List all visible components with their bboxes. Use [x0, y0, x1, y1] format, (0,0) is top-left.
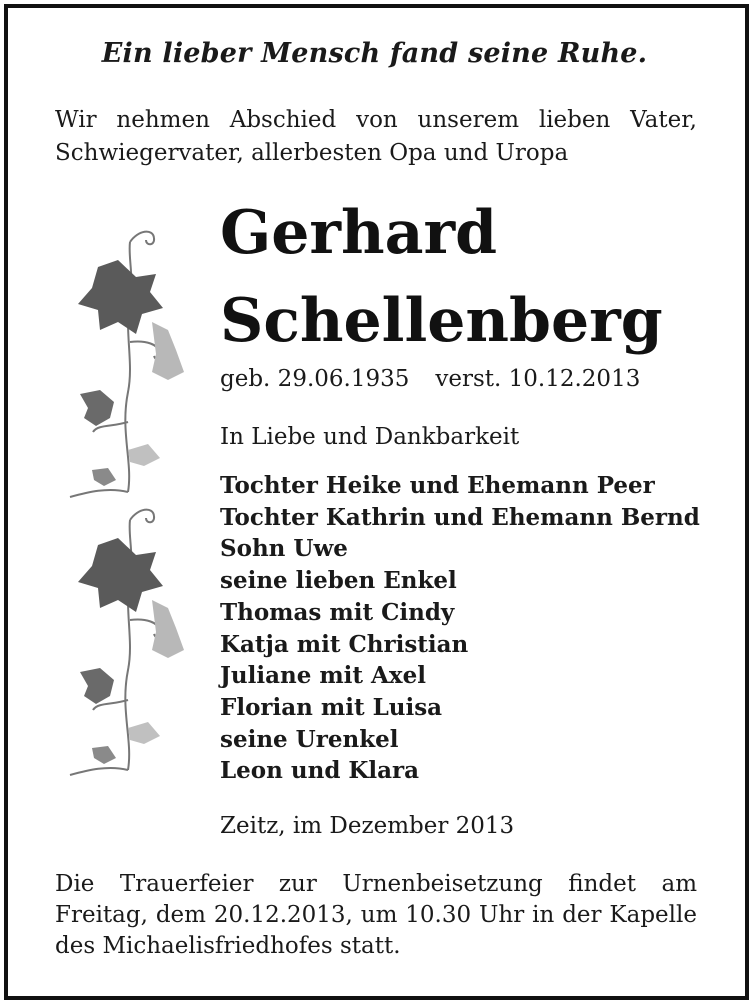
intro-text: Wir nehmen Abschied von unserem lieben Vater, Schwiegervater, allerbesten Opa und Uropa: [55, 107, 697, 166]
mourner: Tochter Kathrin und Ehemann Bernd: [220, 503, 700, 531]
grapevine-illustration: [58, 500, 194, 785]
mourner: Tochter Heike und Ehemann Peer: [220, 472, 655, 499]
grapevine-illustration: [58, 222, 194, 507]
birth-date: geb. 29.06.1935: [220, 366, 410, 392]
mourner: Leon und Klara: [220, 757, 420, 785]
mourner: seine lieben Enkel: [220, 567, 457, 595]
mourner: Florian mit Luisa: [220, 693, 443, 721]
mourner: Katja mit Christian: [220, 630, 469, 658]
mourners-list: [220, 470, 700, 787]
mourner: Juliane mit Axel: [220, 662, 426, 690]
mourner: Thomas mit Cindy: [220, 598, 455, 626]
first-name: Gerhard: [220, 198, 498, 268]
place-date: Zeitz, im Dezember 2013: [220, 813, 515, 839]
mourner: seine Urenkel: [220, 725, 399, 753]
mourner: Sohn Uwe: [220, 535, 348, 563]
thanks-line: In Liebe und Dankbarkeit: [220, 424, 520, 450]
funeral-info: Die Trauerfeier zur Urnenbeisetzung findet am Freitag, dem 20.12.2013, um 10.30 Uhr in der Kapelle des Michaelisfriedhofes statt.: [55, 871, 697, 959]
last-name: Schellenberg: [220, 286, 663, 356]
death-date: verst. 10.12.2013: [435, 366, 641, 392]
motto: Ein lieber Mensch fand seine Ruhe.: [101, 38, 648, 69]
life-dates: [220, 366, 666, 392]
